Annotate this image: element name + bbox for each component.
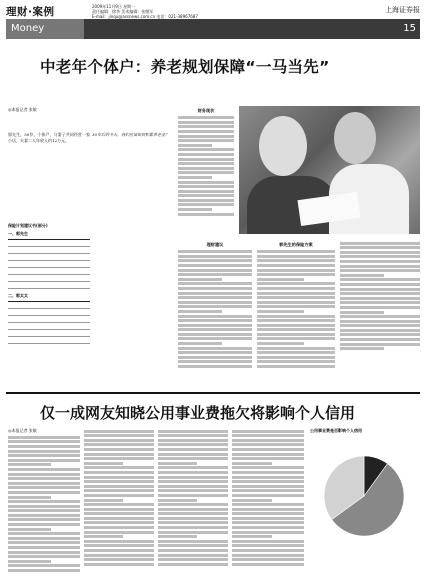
- text-line: [257, 301, 335, 304]
- text-line: [257, 310, 304, 313]
- section-band: [6, 19, 420, 39]
- text-line: [340, 311, 384, 314]
- text-line: [8, 473, 80, 476]
- text-line: [257, 360, 335, 363]
- text-line: [257, 337, 335, 340]
- subhead-financial-status: 财务现状: [197, 108, 215, 113]
- text-line: [8, 532, 80, 535]
- text-line: [232, 517, 304, 520]
- text-line: [178, 328, 252, 331]
- article1-title: 中老年个体户：养老规划保障“一马当先”: [40, 58, 330, 76]
- text-line: [340, 288, 420, 291]
- article1-column-5: [340, 240, 420, 352]
- text-line: [178, 356, 252, 359]
- text-line: [84, 434, 154, 437]
- article1-column-4: [257, 240, 335, 370]
- text-line: [84, 485, 154, 488]
- text-line: [178, 324, 252, 327]
- text-line: [340, 278, 420, 281]
- text-line: [232, 443, 304, 446]
- text-line: [232, 499, 272, 502]
- text-line: [84, 512, 154, 515]
- text-line: [158, 453, 228, 456]
- text-line: [158, 443, 228, 446]
- table-row: [8, 309, 90, 316]
- text-line: [340, 260, 420, 263]
- text-line: [8, 560, 51, 563]
- text-line: [232, 535, 272, 538]
- table-subtitle-2: 二、郭太太: [8, 293, 28, 298]
- text-line: [178, 208, 212, 211]
- text-line: [84, 430, 154, 433]
- text-line: [340, 292, 420, 295]
- text-line: [158, 554, 228, 557]
- section-title: 理财·案例: [6, 6, 55, 18]
- text-line: [158, 499, 197, 502]
- text-line: [232, 471, 304, 474]
- text-line: [8, 496, 51, 499]
- text-line: [178, 319, 252, 322]
- text-line: [8, 528, 51, 531]
- text-line: [178, 305, 252, 308]
- text-line: [84, 499, 123, 502]
- text-line: [232, 494, 304, 497]
- text-line: [178, 194, 234, 197]
- text-line: [84, 563, 154, 566]
- text-line: [178, 333, 252, 336]
- text-line: [178, 337, 252, 340]
- header-info: [92, 4, 198, 19]
- text-line: [257, 269, 335, 272]
- table-grid-1: [8, 239, 90, 289]
- text-line: [232, 485, 304, 488]
- text-line: [257, 273, 335, 276]
- text-line: [84, 439, 154, 442]
- text-line: [257, 259, 335, 262]
- text-line: [84, 494, 154, 497]
- text-line: [257, 287, 335, 290]
- page-number: 15: [403, 23, 416, 34]
- text-line: [178, 190, 234, 193]
- text-line: [178, 167, 234, 170]
- text-line: [340, 265, 420, 268]
- text-line: [158, 544, 228, 547]
- text-line: [84, 466, 154, 469]
- text-line: [232, 439, 304, 442]
- text-line: [232, 549, 304, 552]
- text-line: [158, 494, 228, 497]
- text-line: [84, 535, 123, 538]
- text-line: [8, 564, 80, 567]
- text-line: [232, 563, 304, 566]
- text-line: [232, 462, 272, 465]
- table-row: [8, 302, 90, 309]
- text-line: [232, 544, 304, 547]
- text-line: [257, 282, 335, 285]
- text-line: [84, 531, 154, 534]
- text-line: [84, 448, 154, 451]
- chart-caption: 公用事业费是否影响个人信用: [310, 428, 362, 433]
- text-line: [84, 526, 154, 529]
- text-line: [340, 297, 420, 300]
- text-line: [158, 540, 228, 543]
- text-line: [232, 480, 304, 483]
- text-line: [257, 255, 335, 258]
- header-editors: 责任编辑：徐李 美术编辑：张继军: [92, 9, 154, 14]
- text-line: [158, 558, 228, 561]
- text-line: [84, 480, 154, 483]
- text-line: [340, 343, 420, 346]
- text-line: [257, 351, 335, 354]
- table-title: 保险计划建议书(部分): [8, 223, 48, 228]
- table-row: [8, 261, 90, 268]
- text-line: [158, 508, 228, 511]
- text-line: [178, 250, 252, 253]
- text-line: [178, 315, 252, 318]
- text-line: [158, 531, 228, 534]
- text-line: [8, 569, 80, 572]
- text-line: [340, 320, 420, 323]
- text-line: [178, 176, 212, 179]
- table-row: [8, 240, 90, 247]
- text-line: [8, 436, 80, 439]
- text-line: [158, 466, 228, 469]
- text-line: [257, 292, 335, 295]
- text-line: [340, 301, 420, 304]
- text-line: [84, 558, 154, 561]
- article2-column-3: [158, 428, 228, 567]
- text-line: [8, 537, 80, 540]
- text-line: [340, 255, 420, 258]
- table-row: [8, 316, 90, 323]
- article2-column-1: [8, 428, 80, 574]
- text-line: [84, 471, 154, 474]
- table-subtitle-1: 一、郭先生: [8, 231, 28, 236]
- text-line: [84, 503, 154, 506]
- text-line: [158, 535, 197, 538]
- article2-byline: ◎本报记者 张敏: [8, 428, 37, 433]
- text-line: [158, 476, 228, 479]
- text-line: [8, 482, 80, 485]
- pie-chart: [308, 426, 420, 576]
- text-line: [158, 471, 228, 474]
- text-line: [158, 439, 228, 442]
- text-line: [257, 356, 335, 359]
- text-line: [178, 278, 222, 281]
- text-line: [158, 521, 228, 524]
- text-line: [84, 554, 154, 557]
- text-line: [158, 549, 228, 552]
- text-line: [257, 315, 335, 318]
- text-line: [340, 306, 420, 309]
- text-line: [178, 292, 252, 295]
- text-line: [84, 544, 154, 547]
- text-line: [178, 130, 234, 133]
- text-line: [84, 462, 123, 465]
- text-line: [84, 489, 154, 492]
- text-line: [158, 517, 228, 520]
- text-line: [178, 171, 234, 174]
- text-line: [84, 476, 154, 479]
- text-line: [8, 491, 80, 494]
- table-grid-2: [8, 301, 90, 344]
- text-line: [178, 121, 234, 124]
- text-line: [8, 555, 80, 558]
- paper-name: 上海证券报: [385, 6, 420, 14]
- table-row: [8, 268, 90, 275]
- text-line: [257, 250, 335, 253]
- text-line: [178, 116, 234, 119]
- text-line: [8, 514, 80, 517]
- article2-column-2: [84, 428, 154, 567]
- text-line: [158, 485, 228, 488]
- text-line: [8, 454, 80, 457]
- text-line: [158, 457, 228, 460]
- text-line: [178, 310, 222, 313]
- text-line: [257, 365, 335, 368]
- article1-note: 30年后的今天，我们应该如何积累养老金？: [92, 132, 170, 137]
- text-line: [178, 264, 252, 267]
- text-line: [232, 512, 304, 515]
- text-line: [158, 462, 197, 465]
- text-line: [158, 434, 228, 437]
- text-line: [257, 319, 335, 322]
- text-line: [178, 203, 234, 206]
- table-row: [8, 282, 90, 289]
- text-line: [178, 360, 252, 363]
- text-line: [178, 158, 234, 161]
- text-line: [232, 508, 304, 511]
- article1-column-2: [178, 106, 234, 217]
- text-line: [178, 185, 234, 188]
- text-line: [178, 259, 252, 262]
- table-row: [8, 330, 90, 337]
- text-line: [232, 531, 304, 534]
- text-line: [178, 213, 234, 216]
- text-line: [84, 453, 154, 456]
- text-line: [232, 457, 304, 460]
- text-line: [232, 466, 304, 469]
- text-line: [8, 500, 80, 503]
- text-line: [340, 269, 420, 272]
- text-line: [178, 162, 234, 165]
- text-line: [232, 503, 304, 506]
- header-date: 2009年11月9日 星期一: [92, 4, 136, 9]
- text-line: [178, 273, 252, 276]
- text-line: [8, 518, 80, 521]
- text-line: [232, 526, 304, 529]
- text-line: [178, 255, 252, 258]
- text-line: [178, 351, 252, 354]
- text-line: [340, 347, 384, 350]
- text-line: [8, 523, 80, 526]
- text-line: [158, 563, 228, 566]
- article1-lead: [8, 132, 90, 144]
- text-line: [178, 199, 234, 202]
- text-line: [84, 521, 154, 524]
- text-line: [8, 450, 80, 453]
- text-line: [340, 333, 420, 336]
- text-line: [84, 540, 154, 543]
- page-header: [6, 4, 420, 18]
- band-label: Money: [6, 19, 84, 39]
- text-line: [178, 301, 252, 304]
- text-line: [340, 274, 384, 277]
- text-line: [158, 430, 228, 433]
- text-line: [8, 440, 80, 443]
- article1-lead-text: 郭先生，50岁，个体户，与妻子共同经营一家小店，夫妻二人年收入约12万元。: [8, 132, 90, 144]
- text-line: [340, 324, 420, 327]
- insurance-table: [8, 223, 90, 344]
- text-line: [340, 315, 420, 318]
- text-line: [158, 526, 228, 529]
- table-row: [8, 323, 90, 330]
- text-line: [84, 549, 154, 552]
- text-line: [178, 365, 252, 368]
- text-line: [8, 477, 80, 480]
- article-divider: [6, 392, 420, 394]
- article1-column-3: [178, 240, 252, 370]
- text-line: [8, 551, 80, 554]
- text-line: [178, 135, 234, 138]
- text-line: [257, 324, 335, 327]
- text-line: [158, 512, 228, 515]
- text-line: [84, 443, 154, 446]
- subhead-advice: 理财建议: [206, 242, 224, 247]
- table-row: [8, 337, 90, 344]
- text-line: [178, 148, 234, 151]
- text-line: [257, 333, 335, 336]
- text-line: [257, 342, 304, 345]
- text-line: [257, 278, 304, 281]
- text-line: [232, 521, 304, 524]
- article1-photo: [239, 106, 420, 234]
- text-line: [178, 269, 252, 272]
- text-line: [232, 554, 304, 557]
- text-line: [178, 153, 234, 156]
- text-line: [158, 480, 228, 483]
- text-line: [84, 457, 154, 460]
- text-line: [178, 342, 222, 345]
- text-line: [8, 463, 51, 466]
- article2-column-4: [232, 428, 304, 567]
- text-line: [178, 296, 252, 299]
- text-line: [340, 251, 420, 254]
- text-line: [257, 305, 335, 308]
- text-line: [257, 264, 335, 267]
- text-line: [340, 338, 420, 341]
- text-line: [340, 242, 420, 245]
- text-line: [8, 541, 80, 544]
- text-line: [340, 283, 420, 286]
- text-line: [257, 328, 335, 331]
- text-line: [232, 476, 304, 479]
- text-line: [84, 517, 154, 520]
- text-line: [8, 468, 80, 471]
- text-line: [340, 246, 420, 249]
- text-line: [178, 181, 234, 184]
- text-line: [178, 139, 234, 142]
- text-line: [178, 347, 252, 350]
- text-line: [232, 453, 304, 456]
- table-row: [8, 254, 90, 261]
- text-line: [8, 445, 80, 448]
- text-line: [8, 459, 80, 462]
- text-line: [158, 489, 228, 492]
- text-line: [232, 434, 304, 437]
- table-row: [8, 275, 90, 282]
- text-line: [8, 509, 80, 512]
- text-line: [178, 282, 252, 285]
- text-line: [8, 505, 80, 508]
- text-line: [232, 448, 304, 451]
- text-line: [257, 347, 335, 350]
- text-line: [232, 540, 304, 543]
- text-line: [158, 503, 228, 506]
- text-line: [232, 558, 304, 561]
- article2-title: 仅一成网友知晓公用事业费拖欠将影响个人信用: [40, 404, 356, 422]
- table-row: [8, 247, 90, 254]
- text-line: [178, 287, 252, 290]
- text-line: [8, 486, 80, 489]
- text-line: [178, 125, 234, 128]
- text-line: [84, 508, 154, 511]
- text-line: [232, 489, 304, 492]
- article1-byline: ◎本报记者 张敏: [8, 107, 37, 112]
- text-line: [257, 296, 335, 299]
- text-line: [178, 144, 212, 147]
- text-line: [158, 448, 228, 451]
- subhead-insurance-plan: 郭先生的保险方案: [279, 242, 313, 247]
- header-contact: E-mail：jinqu@assnews.com.cn 电话：021-38967687: [92, 14, 198, 19]
- text-line: [340, 329, 420, 332]
- text-line: [8, 546, 80, 549]
- text-line: [232, 430, 304, 433]
